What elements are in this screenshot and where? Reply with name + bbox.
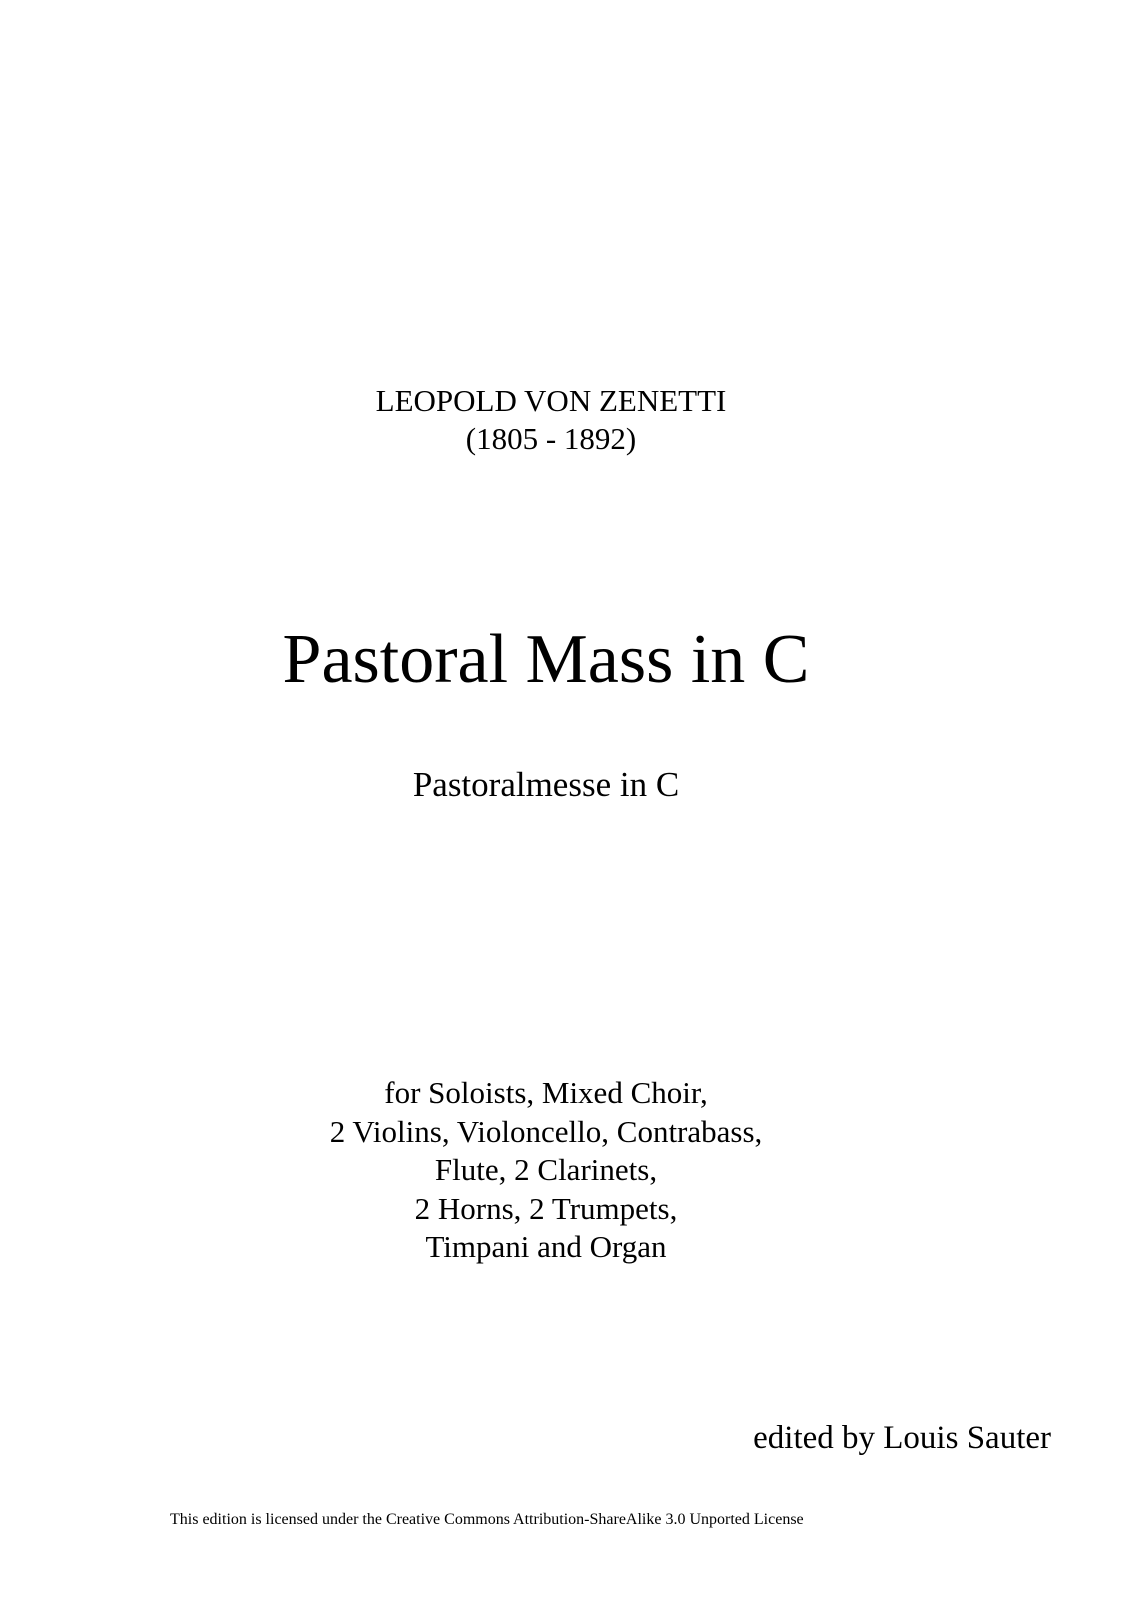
composer-block [0, 382, 1102, 458]
instrumentation-line: for Soloists, Mixed Choir, [384, 1075, 708, 1110]
instrumentation-block [0, 1074, 1092, 1267]
license-notice: This edition is licensed under the Creative Commons Attribution-ShareAlike 3.0 Unported License [170, 1511, 804, 1528]
composer-name: LEOPOLD VON ZENETTI [375, 383, 727, 418]
instrumentation-line: Flute, 2 Clarinets, [434, 1152, 658, 1187]
editor-credit: edited by Louis Sauter [753, 1420, 1051, 1456]
instrumentation-line: 2 Horns, 2 Trumpets, [414, 1190, 678, 1226]
work-title: Pastoral Mass in C [282, 621, 810, 698]
instrumentation-line: Timpani and Organ [425, 1229, 667, 1264]
composer-dates: (1805 - 1892) [465, 421, 637, 456]
work-subtitle: Pastoralmesse in C [412, 765, 680, 804]
instrumentation-line: 2 Violins, Violoncello, Contrabass, [329, 1113, 763, 1149]
